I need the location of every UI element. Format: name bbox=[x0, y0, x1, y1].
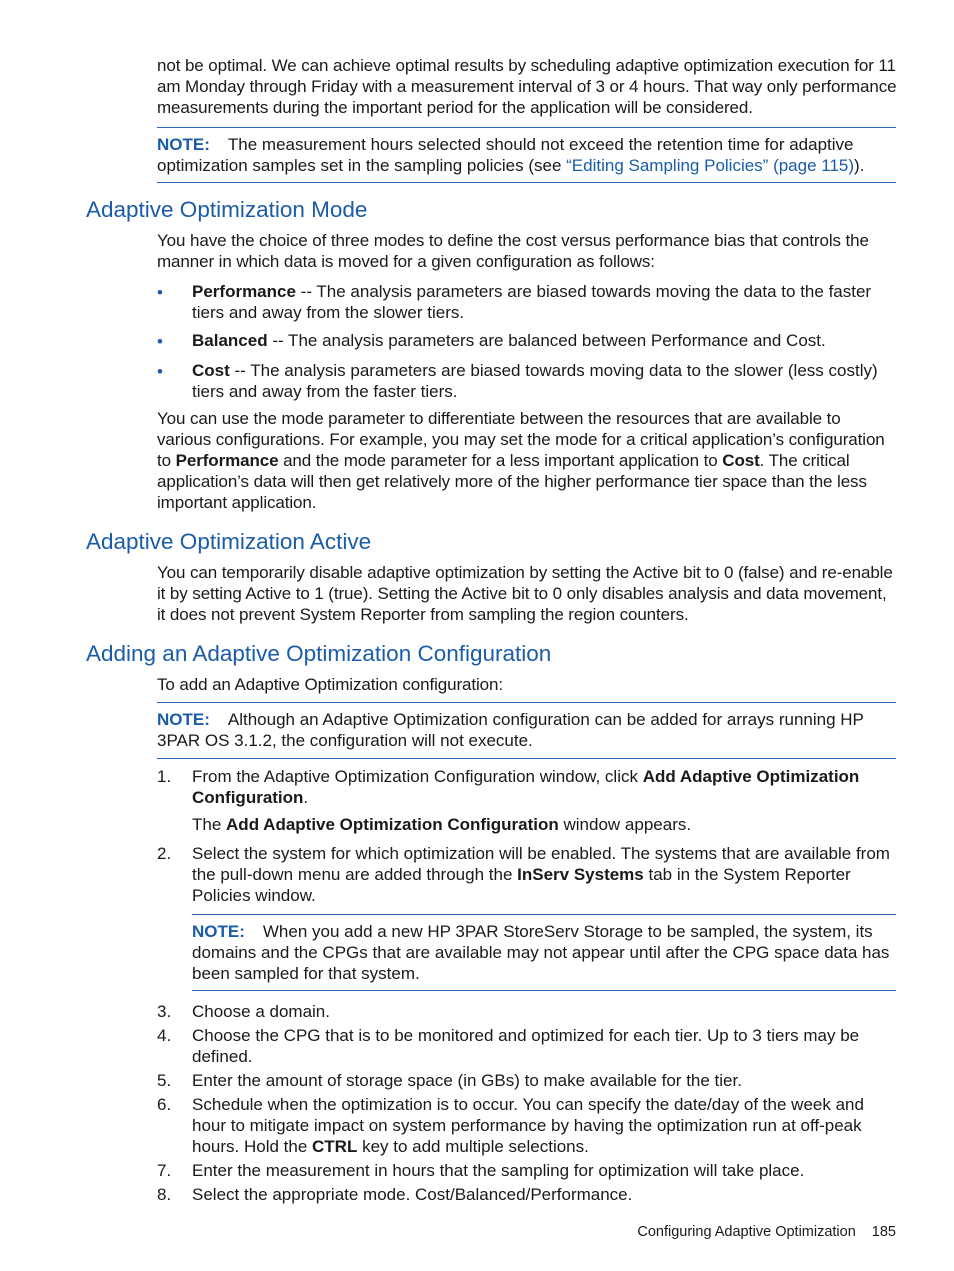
heading-adding-configuration: Adding an Adaptive Optimization Configuration bbox=[86, 641, 552, 666]
paragraph-text: . The critical application’s data will then get relatively more of the higher performance tier space than the less important application. bbox=[157, 451, 867, 512]
step-8: Select the appropriate mode. Cost/Balanced/Performance. bbox=[192, 1185, 633, 1204]
step-3: Choose a domain. bbox=[192, 1002, 330, 1021]
step-number: 6. bbox=[157, 1095, 172, 1114]
note-retention bbox=[157, 127, 896, 183]
list-item-text: -- The analysis parameters are biased towards moving the data to the faster tiers and away from the slower tiers. bbox=[192, 282, 872, 322]
step-1-result bbox=[192, 814, 898, 835]
step-1 bbox=[192, 766, 898, 808]
footer-section-title: Configuring Adaptive Optimization bbox=[637, 1224, 856, 1240]
note-text: Although an Adaptive Optimization configuration can be added for arrays running HP 3PAR OS 3.1.2, the configuration will not execute. bbox=[157, 710, 864, 750]
term-cost: Cost bbox=[722, 451, 760, 470]
step-text: . bbox=[303, 788, 309, 807]
step-text: The bbox=[192, 815, 227, 834]
bullet-icon: • bbox=[157, 283, 163, 302]
note-os-version bbox=[157, 702, 896, 759]
list-item-text: -- The analysis parameters are biased towards moving data to the slower (less costly) tiers and away from the faster tiers. bbox=[192, 361, 878, 401]
term-balanced: Balanced bbox=[192, 331, 268, 350]
bullet-icon: • bbox=[157, 332, 163, 351]
note-new-storage bbox=[192, 914, 896, 991]
intro-paragraph: not be optimal. We can achieve optimal results by scheduling adaptive optimization execution for 11 am Monday through Friday with a measurement interval of 3 or 4 hours. That way only performance measurements during the important period for the application will be considered. bbox=[157, 56, 897, 117]
step-number: 4. bbox=[157, 1026, 172, 1045]
term-performance: Performance bbox=[175, 451, 279, 470]
note-text-end: ). bbox=[854, 156, 865, 175]
editing-sampling-policies-link[interactable]: “Editing Sampling Policies” (page 115) bbox=[566, 156, 855, 175]
note-label: NOTE: bbox=[157, 135, 210, 154]
step-2 bbox=[192, 843, 898, 906]
step-text: Schedule when the optimization is to occur. You can specify the date/day of the week and hour to mitigate impact on system performance by having the optimization run at off-peak hours. Hold the bbox=[192, 1095, 864, 1156]
step-number: 3. bbox=[157, 1002, 172, 1021]
active-paragraph: You can temporarily disable adaptive optimization by setting the Active bit to 0 (false) and re-enable it by setting Active to 1 (true). Setting the Active bit to 0 only disables analysis and data movement, it does not prevent System Reporter from sampling the region counters. bbox=[157, 563, 893, 624]
term-cost: Cost bbox=[192, 361, 230, 380]
ui-term: InServ Systems bbox=[517, 865, 644, 884]
step-number: 7. bbox=[157, 1161, 172, 1180]
heading-adaptive-optimization-active: Adaptive Optimization Active bbox=[86, 529, 372, 554]
step-number: 8. bbox=[157, 1185, 172, 1204]
step-7: Enter the measurement in hours that the sampling for optimization will take place. bbox=[192, 1161, 805, 1180]
list-item-performance bbox=[192, 281, 898, 323]
list-item-text: -- The analysis parameters are balanced between Performance and Cost. bbox=[267, 331, 826, 350]
step-text: tab in the System Reporter Policies window. bbox=[192, 865, 851, 905]
step-5: Enter the amount of storage space (in GBs) to make available for the tier. bbox=[192, 1071, 742, 1090]
step-number: 2. bbox=[157, 844, 172, 863]
step-4: Choose the CPG that is to be monitored and optimized for each tier. Up to 3 tiers may be defined. bbox=[192, 1026, 860, 1066]
list-item-balanced bbox=[192, 330, 898, 351]
mode-parameter-paragraph bbox=[157, 408, 899, 513]
page-number: 185 bbox=[871, 1224, 896, 1240]
step-text: From the Adaptive Optimization Configuration window, click bbox=[192, 767, 643, 786]
step-text: Select the system for which optimization will be enabled. The systems that are available from the pull-down menu are added through the bbox=[192, 844, 890, 884]
mode-intro-paragraph: You have the choice of three modes to define the cost versus performance bias that controls the manner in which data is moved for a given configuration as follows: bbox=[157, 231, 869, 271]
step-6 bbox=[192, 1094, 898, 1157]
ui-term: Add Adaptive Optimization Configuration bbox=[192, 767, 860, 807]
step-text: key to add multiple selections. bbox=[357, 1137, 589, 1156]
add-intro-paragraph: To add an Adaptive Optimization configuration: bbox=[157, 675, 504, 694]
paragraph-text: You can use the mode parameter to differentiate between the resources that are available to various configurations. For example, you may set the mode for a critical application’s configuration to bbox=[157, 409, 885, 470]
step-number: 1. bbox=[157, 767, 172, 786]
note-label: NOTE: bbox=[192, 922, 245, 941]
step-number: 5. bbox=[157, 1071, 172, 1090]
bullet-icon: • bbox=[157, 362, 163, 381]
paragraph-text: and the mode parameter for a less important application to bbox=[278, 451, 723, 470]
note-text: The measurement hours selected should not exceed the retention time for adaptive optimization samples set in the sampling policies (see bbox=[157, 135, 854, 175]
heading-adaptive-optimization-mode: Adaptive Optimization Mode bbox=[86, 197, 368, 222]
key-name: CTRL bbox=[312, 1137, 358, 1156]
note-text: When you add a new HP 3PAR StoreServ Storage to be sampled, the system, its domains and the CPGs that are available may not appear until after the CPG space data has been sampled for that system. bbox=[192, 922, 890, 983]
step-text: window appears. bbox=[558, 815, 692, 834]
page-footer bbox=[637, 1222, 896, 1242]
term-performance: Performance bbox=[192, 282, 296, 301]
ui-term: Add Adaptive Optimization Configuration bbox=[226, 815, 559, 834]
list-item-cost bbox=[192, 360, 898, 402]
note-label: NOTE: bbox=[157, 710, 210, 729]
